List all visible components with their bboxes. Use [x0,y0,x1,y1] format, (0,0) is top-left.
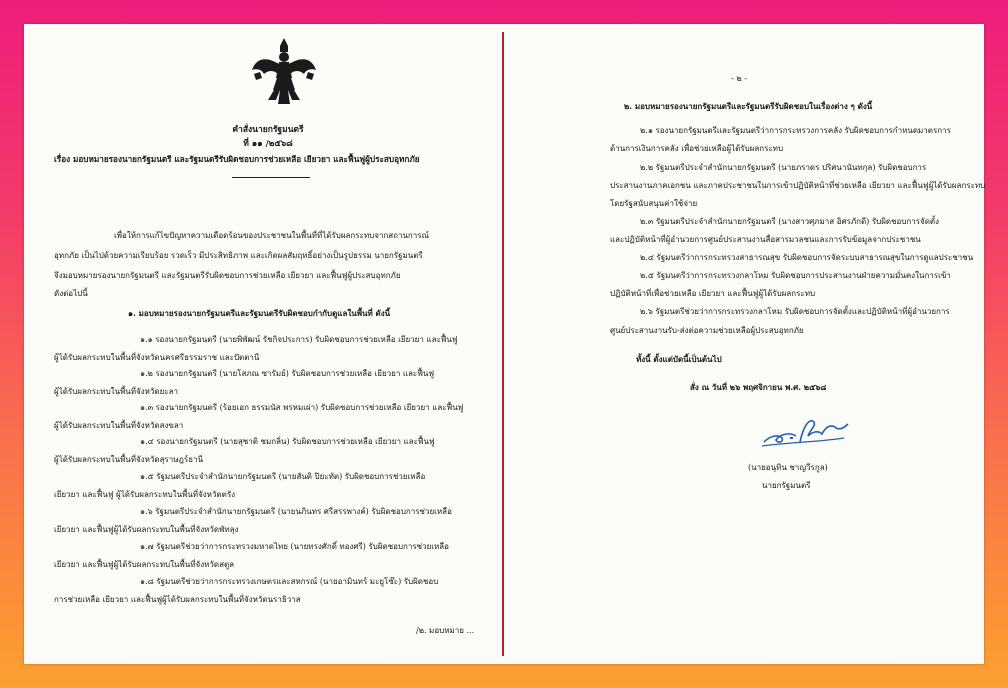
item-line: ผู้ได้รับผลกระทบในพื้นที่จังหวัดนครศรีธรรมราช และปัตตานี [54,353,260,362]
section-1-heading: ๑. มอบหมายรองนายกรัฐมนตรีและรัฐมนตรีรับผิดชอบกำกับดูแลในพื้นที่ ดังนี้ [128,308,391,318]
item-line: ปฏิบัติหน้าที่เพื่อช่วยเหลือ เยียวยา และฟื้นฟูผู้ได้รับผลกระทบ [610,289,816,298]
signer-name: (นายอนุทิน ชาญวีรกูล) [748,463,828,472]
item-line: เยียวยา และฟื้นฟูผู้ได้รับผลกระทบในพื้นที่จังหวัดสตูล [54,560,235,569]
item-line: ๑.๗ รัฐมนตรีช่วยว่าการกระทรวงมหาดไทย (นายทรงศักดิ์ ทองศรี) รับผิดชอบการช่วยเหลือ [140,542,449,551]
signer-title: นายกรัฐมนตรี [762,481,811,490]
item-line: ๑.๖ รัฐมนตรีประจำสำนักนายกรัฐมนตรี (นายนภินทร ศรีสรรพางค์) รับผิดชอบการช่วยเหลือ [140,507,452,516]
item-line: ๑.๓ รองนายกรัฐมนตรี (ร้อยเอก ธรรมนัส พรหมเผ่า) รับผิดชอบการช่วยเหลือ เยียวยา และฟื้นฟู [140,403,464,412]
order-subject: เรื่อง มอบหมายรองนายกรัฐมนตรี และรัฐมนตรีรับผิดชอบการช่วยเหลือ เยียวยา และฟื้นฟูผู้ประสบอุทกภัย [54,154,420,164]
section-2-heading: ๒. มอบหมายรองนายกรัฐมนตรีและรัฐมนตรีรับผิดชอบในเรื่องต่าง ๆ ดังนี้ [624,101,873,111]
signature-icon [760,412,850,450]
item-line: ผู้ได้รับผลกระทบในพื้นที่จังหวัดสงขลา [54,421,184,430]
intro-line: เพื่อให้การแก้ไขปัญหาความเดือดร้อนของประชาชนในพื้นที่ที่ได้รับผลกระทบจากสถานการณ์ [114,231,429,240]
item-line: ๒.๕ รัฐมนตรีว่าการกระทรวงกลาโหม รับผิดชอบการประสานงานฝ่ายความมั่นคงในการเข้า [640,271,951,280]
document-sheet [24,24,984,664]
item-line: ผู้ได้รับผลกระทบในพื้นที่จังหวัดสุราษฎร์ธานี [54,455,204,464]
item-line: ๒.๑ รองนายกรัฐมนตรีและรัฐมนตรีว่าการกระทรวงการคลัง รับผิดชอบการกำหนดมาตรการ [640,126,951,135]
subject-underline [232,177,310,178]
order-title: คำสั่งนายกรัฐมนตรี [232,125,304,135]
signed-date: สั่ง ณ วันที่ ๒๖ พฤศจิกายน พ.ศ. ๒๕๖๘ [690,382,827,392]
item-line: และปฏิบัติหน้าที่ผู้อำนวยการศูนย์ประสานงานสื่อสารมวลชนและการรับข้อมูลจากประชาชน [610,235,921,244]
garuda-emblem-icon [250,36,318,106]
page-number: - ๒ - [731,74,747,83]
item-line: ๒.๓ รัฐมนตรีประจำสำนักนายกรัฐมนตรี (นางสาวศุภมาส อิศรภักดี) รับผิดชอบการจัดตั้ง [640,217,940,226]
order-number: ที่ ๑๑ /๒๕๖๘ [243,139,293,149]
item-line: ๑.๑ รองนายกรัฐมนตรี (นายพิพัฒน์ รัชกิจประการ) รับผิดชอบการช่วยเหลือ เยียวยา และฟื้นฟู [140,335,458,344]
item-line: ด้านการเงินการคลัง เพื่อช่วยเหลือผู้ได้รับผลกระทบ [610,144,784,153]
page-divider [502,32,504,656]
item-line: ศูนย์ประสานงานรับ-ส่งต่อความช่วยเหลือผู้ประสบอุทกภัย [610,326,804,335]
item-line: การช่วยเหลือ เยียวยา และฟื้นฟูผู้ได้รับผลกระทบในพื้นที่จังหวัดนราธิวาส [54,595,301,604]
item-line: ประสานงานภาคเอกชน และภาคประชาชนในการเข้าปฏิบัติหน้าที่ช่วยเหลือ เยียวยา และฟื้นฟูผู้ได้รับผลกระทบ [610,181,986,190]
item-line: ๑.๔ รองนายกรัฐมนตรี (นายสุชาติ ชมกลิ่น) รับผิดชอบการช่วยเหลือ เยียวยา และฟื้นฟู [140,437,435,446]
item-line: ผู้ได้รับผลกระทบในพื้นที่จังหวัดยะลา [54,387,178,396]
item-line: โดยรัฐสนับสนุนค่าใช้จ่าย [610,199,698,208]
intro-line: จึงมอบหมายรองนายกรัฐมนตรี และรัฐมนตรีรับผิดชอบการช่วยเหลือ เยียวยา และฟื้นฟูผู้ประสบอุทกภัย [54,271,401,280]
item-line: เยียวยา และฟื้นฟู ผู้ได้รับผลกระทบในพื้นที่จังหวัดตรัง [54,490,236,499]
item-line: ๒.๖ รัฐมนตรีช่วยว่าการกระทรวงกลาโหม รับผิดชอบการจัดตั้งและปฏิบัติหน้าที่ผู้อำนวยการ [640,307,950,316]
intro-line: อุทกภัย เป็นไปด้วยความเรียบร้อย รวดเร็ว มีประสิทธิภาพ และเกิดผลสัมฤทธิ์อย่างเป็นรูปธรรม นายกรัฐมนตรี [54,251,423,260]
continuation-ref: /๒. มอบหมาย ... [416,626,475,635]
item-line: ๑.๕ รัฐมนตรีประจำสำนักนายกรัฐมนตรี (นายสันติ ปิยะทัต) รับผิดชอบการช่วยเหลือ [140,472,426,481]
item-line: ๑.๘ รัฐมนตรีช่วยว่าการกระทรวงเกษตรและสหกรณ์ (นายอามินทร์ มะยูโซ๊ะ) รับผิดชอบ [140,577,439,586]
item-line: ๒.๔ รัฐมนตรีว่าการกระทรวงสาธารณสุข รับผิดชอบการจัดระบบสาธารณสุขในการดูแลประชาชน [640,253,974,262]
item-line: เยียวยา และฟื้นฟูผู้ได้รับผลกระทบในพื้นที่จังหวัดพัทลุง [54,525,239,534]
item-line: ๑.๒ รองนายกรัฐมนตรี (นายโสภณ ซารัมย์) รับผิดชอบการช่วยเหลือ เยียวยา และฟื้นฟู [140,369,435,378]
intro-line: ดังต่อไปนี้ [54,289,88,298]
item-line: ๒.๒ รัฐมนตรีประจำสำนักนายกรัฐมนตรี (นายภราดร ปริศนานันทกุล) รับผิดชอบการ [640,163,927,172]
effective-statement: ทั้งนี้ ตั้งแต่บัดนี้เป็นต้นไป [636,354,722,364]
